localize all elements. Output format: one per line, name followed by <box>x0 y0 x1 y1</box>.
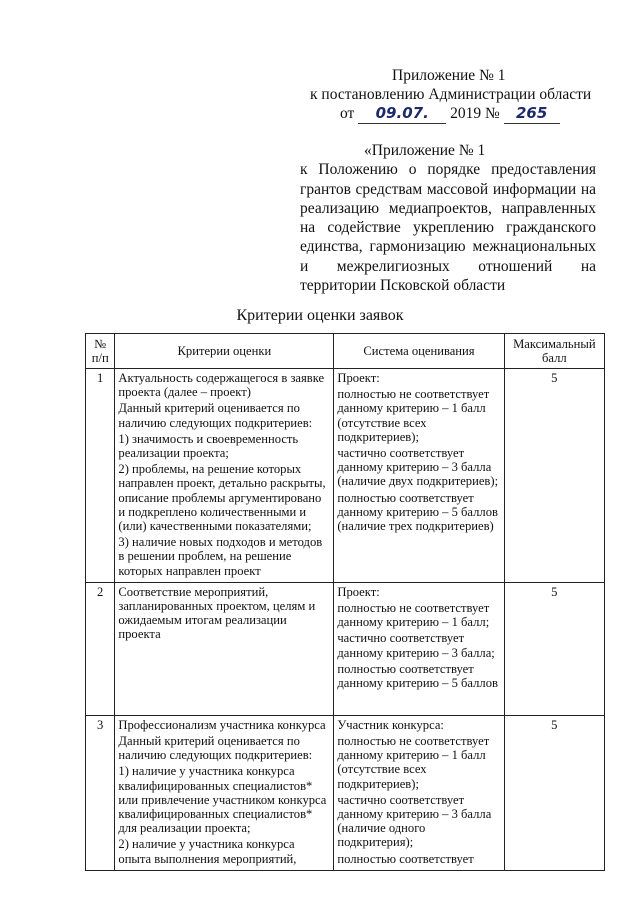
criteria-text: Данный критерий оценивается по наличию следующих подкритериев: <box>118 734 313 763</box>
regulation-appendix-body: к Положению о порядке предоставления грантов средствам массовой информации на реализацию медиапроектов, направленных на содействие укреплению гражданского единства, гармонизацию межнациональных и межрелигиозных отношений на территории Псковской области <box>300 161 596 295</box>
regulation-appendix-title: «Приложение № 1 <box>364 142 486 159</box>
criteria-text: Актуальность содержащегося в заявке проекта (далее – проект) <box>118 371 325 400</box>
criteria-table <box>85 333 605 871</box>
criteria-text: Профессионализм участника конкурса <box>118 717 326 732</box>
system-text: Проект: <box>337 584 380 599</box>
table-header-row <box>86 334 605 369</box>
system-text: Участник конкурса: <box>337 717 444 732</box>
criteria-text: Соответствие мероприятий, запланированных проектом, целям и ожидаемым итогам реализации проекта <box>118 584 316 642</box>
criteria-text: 1) значимость и своевременность реализации проекта; <box>118 431 299 461</box>
system-text: Проект: <box>337 371 380 385</box>
year-number-label: 2019 № <box>450 105 500 122</box>
table-row <box>86 369 605 583</box>
row-num: 2 <box>86 582 115 715</box>
row-num: 1 <box>86 369 115 583</box>
criteria-text: 3) наличие новых подходов и методов в решении проблем, на решение которых направлен проект <box>118 535 323 578</box>
row-criteria <box>115 715 334 870</box>
system-text: полностью не соответствует данному критерию – 1 балл (отсутствие всех подкритериев); <box>337 734 490 791</box>
row-criteria <box>115 369 334 583</box>
row-criteria <box>115 582 334 715</box>
header-criteria-label: Критерии оценки <box>177 343 272 358</box>
system-text: полностью не соответствует данному критерию – 1 балл; <box>337 601 490 630</box>
row-system <box>334 715 504 870</box>
row-max: 5 <box>504 369 604 583</box>
system-text: частично соответствует данному критерию – 3 балла; <box>337 631 495 660</box>
system-text: полностью соответствует данному критерию – 5 баллов <box>337 661 498 691</box>
table-title: Критерии оценки заявок <box>236 307 404 324</box>
appendix-regulation <box>300 141 596 295</box>
handwritten-date: 09.07. <box>358 104 446 124</box>
header-num <box>86 334 115 369</box>
header-num-label: № п/п <box>91 336 109 365</box>
criteria-text: Данный критерий оценивается по наличию следующих подкритериев: <box>118 401 313 430</box>
header-max <box>504 334 604 369</box>
criteria-text: 2) проблемы, на решение которых направлен проект, детально раскрыты, описание проблемы аргументировано и подкреплено количественными и (или) качественными показателями; <box>118 462 326 534</box>
system-text: полностью соответствует данному критерию – 5 баллов (наличие трех подкритериев) <box>337 490 498 534</box>
system-text: полностью не соответствует данному критерию – 1 балл (отсутствие всех подкритериев); <box>337 387 490 444</box>
system-text: полностью соответствует <box>337 851 474 866</box>
header-system <box>334 334 504 369</box>
criteria-text: 2) наличие у участника конкурса опыта выполнения мероприятий, <box>118 837 297 866</box>
criteria-text: 1) наличие у участника конкурса квалифицированных специалистов* или привлечение участником конкурса квалифицированных специалистов* для реализации проекта; <box>118 764 327 836</box>
table-row <box>86 715 605 870</box>
appendix-header <box>300 66 600 124</box>
table-row <box>86 582 605 715</box>
row-system <box>334 582 504 715</box>
row-system <box>334 369 504 583</box>
resolution-reference: к постановлению Администрации области <box>310 86 592 103</box>
row-max: 5 <box>504 582 604 715</box>
header-system-label: Система оценивания <box>363 343 475 358</box>
system-text: частично соответствует данному критерию – 3 балла (наличие двух подкритериев); <box>337 446 499 489</box>
row-num: 3 <box>86 715 115 870</box>
appendix-title: Приложение № 1 <box>392 67 506 84</box>
header-max-label: Максимальный балл <box>513 336 596 365</box>
handwritten-number: 265 <box>504 104 560 124</box>
system-text: частично соответствует данному критерию – 3 балла (наличие одного подкритерия); <box>337 792 492 850</box>
row-max: 5 <box>504 715 604 870</box>
resolution-date-line <box>340 104 600 124</box>
date-prefix: от <box>340 105 355 122</box>
header-criteria <box>115 334 334 369</box>
